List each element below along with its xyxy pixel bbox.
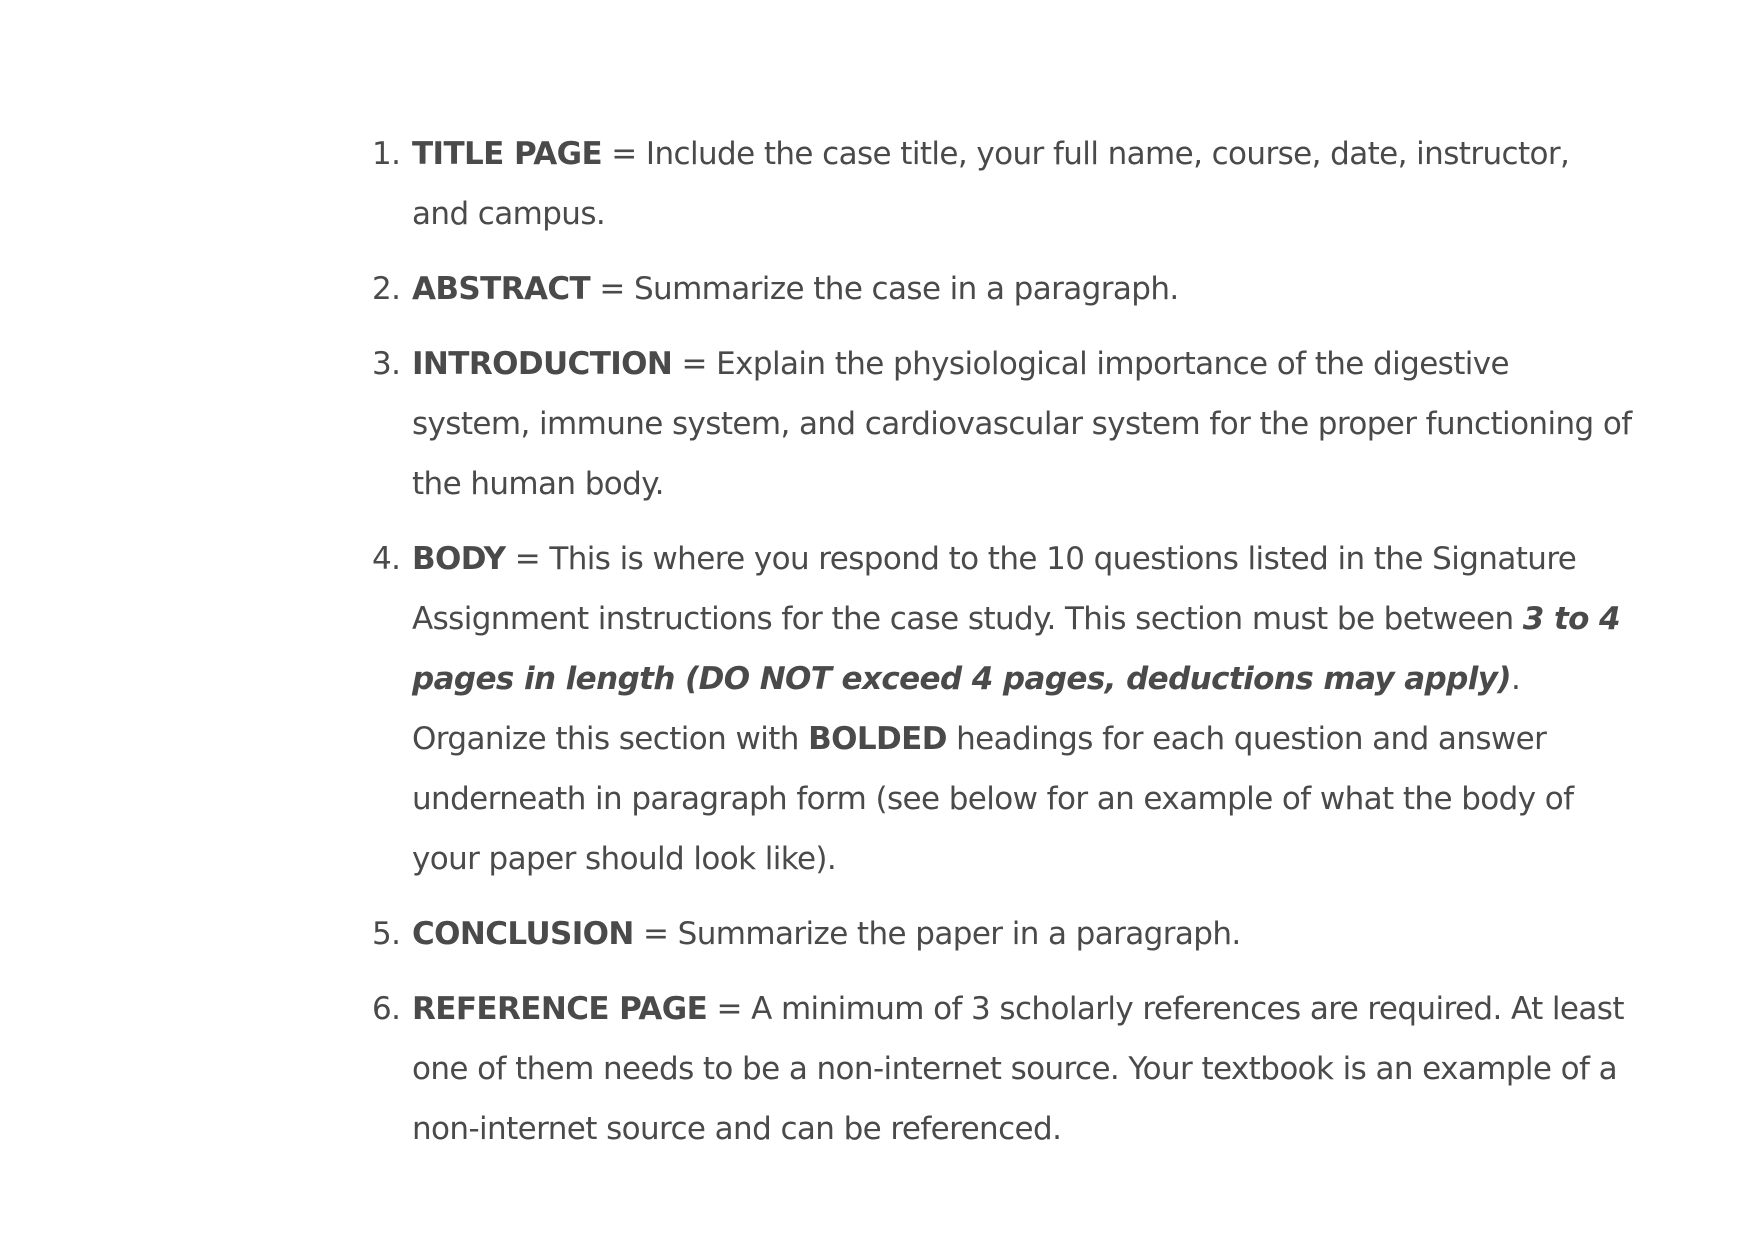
item-number: 6. (372, 991, 401, 1027)
item-text: = This is where you respond to the 10 questions listed in the Signature Assignment instructions for the case study. This section must be between (412, 541, 1577, 637)
list-item-conclusion (372, 904, 1632, 964)
item-text: headings for each question and answer underneath in paragraph form (see below for an example of what the body of your paper should look like). (412, 721, 1574, 877)
item-number: 5. (372, 916, 401, 952)
item-number: 2. (372, 271, 401, 307)
list-item-title-page (372, 124, 1632, 244)
item-text: = A minimum of 3 scholarly references are required. At least one of them needs to be a non-internet source. Your textbook is an example of a non-internet source and can be referenced. (412, 991, 1624, 1147)
item-label: REFERENCE PAGE (412, 991, 708, 1027)
paper-structure-list (372, 124, 1632, 1174)
item-label: BODY (412, 541, 506, 577)
list-item-abstract (372, 259, 1632, 319)
item-number: 3. (372, 346, 401, 382)
item-text: = Include the case title, your full name, course, date, instructor, and campus. (412, 136, 1570, 232)
item-label: TITLE PAGE (412, 136, 603, 172)
bolded-word: BOLDED (808, 721, 947, 757)
item-label: INTRODUCTION (412, 346, 673, 382)
item-label: ABSTRACT (412, 271, 591, 307)
item-text: = Summarize the case in a paragraph. (590, 271, 1179, 307)
list-item-body (372, 529, 1632, 889)
item-label: CONCLUSION (412, 916, 634, 952)
item-number: 1. (372, 136, 401, 172)
item-text: = Summarize the paper in a paragraph. (633, 916, 1241, 952)
item-text: = Explain the physiological importance of the digestive system, immune system, and cardiovascular system for the proper functioning of the human body. (412, 346, 1632, 502)
page-length-emphasis: 3 to 4 pages in length (DO NOT exceed 4 pages, deductions may apply) (412, 601, 1621, 697)
list-item-introduction (372, 334, 1632, 514)
item-text: . Organize this section with (412, 661, 1521, 757)
list-item-reference-page (372, 979, 1632, 1159)
item-number: 4. (372, 541, 401, 577)
